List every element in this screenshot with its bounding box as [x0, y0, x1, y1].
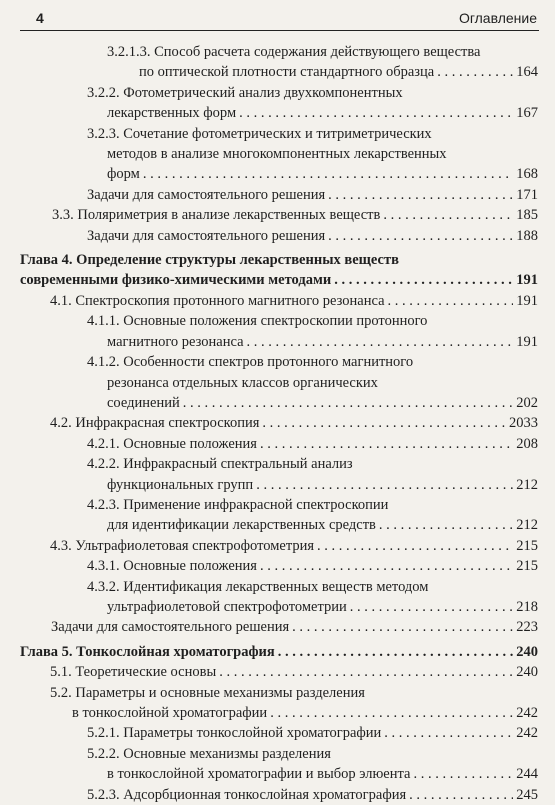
- toc-entry-line: 3.2.2. Фотометрический анализ двухкомпонентных: [87, 84, 403, 101]
- dot-leader: [350, 597, 514, 617]
- toc-entry-title: в тонкослойной хроматографии и выбор элюента: [107, 766, 411, 783]
- toc-entry-line: резонанса отдельных классов органических: [107, 374, 378, 391]
- toc-entry: [0, 785, 555, 805]
- toc-page-number: 191: [516, 272, 538, 289]
- toc-chapter: [0, 642, 555, 662]
- toc-entry-title: форм: [107, 166, 140, 183]
- toc-entry-title: 5.2.3. Адсорбционная тонкослойная хроматография: [87, 786, 407, 803]
- toc-entry-title: Задачи для самостоятельного решения: [87, 186, 326, 203]
- toc-entry-line: 3.2.3. Сочетание фотометрических и титриметрических: [87, 125, 432, 142]
- toc-entry-title: функциональных групп: [107, 476, 254, 493]
- dot-leader: [437, 62, 513, 82]
- dot-leader: [384, 723, 513, 743]
- toc-entry-line: 4.1.2. Особенности спектров протонного магнитного: [87, 354, 414, 371]
- toc-entry: [0, 226, 555, 246]
- toc-entry: [0, 205, 555, 225]
- toc-page-number: 218: [516, 598, 538, 615]
- toc-entry: [0, 413, 555, 433]
- dot-leader: [270, 703, 513, 723]
- toc-page-number: 168: [516, 166, 538, 183]
- toc-page-number: 171: [516, 186, 538, 203]
- toc-entry-title: 4.3.1. Основные положения: [87, 558, 257, 575]
- dot-leader: [183, 393, 514, 413]
- dot-leader: [334, 270, 513, 290]
- running-header: [20, 8, 539, 31]
- toc-entry: [0, 723, 555, 743]
- toc-entry-title: в тонкослойной хроматографии: [72, 705, 268, 721]
- toc-entry-title: 4.2. Инфракрасная спектроскопия: [50, 415, 260, 432]
- toc-page-number: 215: [516, 537, 538, 554]
- toc-page-number: 212: [516, 517, 538, 534]
- toc-entry-title: магнитного резонанса: [107, 333, 244, 350]
- page-number: 4: [36, 10, 44, 26]
- toc-entry-line: 4.2.2. Инфракрасный спектральный анализ: [87, 456, 353, 473]
- dot-leader: [409, 785, 513, 805]
- toc-entry-line: 5.2.2. Основные механизмы разделения: [87, 745, 331, 762]
- toc-entry: [0, 291, 555, 311]
- dot-leader: [317, 536, 513, 556]
- toc-entry-title: 5.2.1. Параметры тонкослойной хроматографии: [87, 725, 382, 742]
- toc-page-number: 240: [516, 664, 538, 681]
- toc-entry: [0, 577, 555, 618]
- toc-page-number: 242: [516, 705, 538, 721]
- toc-page-number: 167: [516, 105, 538, 122]
- toc-page-number: 191: [516, 292, 538, 309]
- toc-chapter: [0, 250, 555, 291]
- toc-entry-title: современными физико-химическими методами: [20, 272, 332, 289]
- dot-leader: [260, 434, 513, 454]
- toc-entry-line: 3.2.1.3. Способ расчета содержания действующего вещества: [107, 44, 481, 60]
- dot-leader: [388, 291, 514, 311]
- toc-entry: [0, 454, 555, 495]
- toc-entry: [0, 311, 555, 352]
- toc-entry: [0, 352, 555, 413]
- toc-entry-title: Глава 5. Тонкослойная хроматография: [20, 643, 275, 660]
- toc-entry: [0, 495, 555, 536]
- dot-leader: [239, 103, 513, 123]
- dot-leader: [143, 164, 513, 184]
- toc-page-number: 212: [516, 476, 538, 493]
- dot-leader: [383, 205, 513, 225]
- toc-entry: [0, 83, 555, 124]
- toc-entry: [0, 124, 555, 185]
- dot-leader: [328, 226, 513, 246]
- toc-entry-title: для идентификации лекарственных средств: [107, 517, 376, 534]
- toc-entry-title: соединений: [107, 394, 180, 411]
- toc-page-number: 208: [516, 435, 538, 452]
- table-of-contents: [0, 42, 555, 805]
- toc-entry-line: 4.1.1. Основные положения спектроскопии протонного: [87, 313, 428, 330]
- toc-page-number: 188: [516, 227, 538, 244]
- toc-page-number: 242: [516, 725, 538, 742]
- toc-entry-title: лекарственных форм: [107, 105, 237, 122]
- toc-page-number: 215: [516, 558, 538, 575]
- toc-entry-title: Задачи для самостоятельного решения: [51, 619, 290, 636]
- toc-page-number: 164: [516, 64, 538, 81]
- toc-entry-line: методов в анализе многокомпонентных лекарственных: [107, 146, 447, 163]
- dot-leader: [413, 764, 513, 784]
- toc-entry: [0, 683, 555, 724]
- dot-leader: [256, 475, 513, 495]
- dot-leader: [379, 515, 513, 535]
- toc-entry-title: 4.3. Ультрафиолетовая спектрофотометрия: [50, 537, 315, 554]
- toc-page-number: 202: [516, 394, 538, 411]
- dot-leader: [260, 556, 513, 576]
- toc-entry: [0, 556, 555, 576]
- dot-leader: [219, 662, 513, 682]
- dot-leader: [292, 617, 513, 637]
- dot-leader: [247, 332, 514, 352]
- toc-page-number: 223: [516, 619, 538, 636]
- toc-entry-title: ультрафиолетовой спектрофотометрии: [107, 598, 347, 615]
- toc-entry-line: 4.2.3. Применение инфракрасной спектроскопии: [87, 496, 389, 513]
- toc-entry-line: 5.2. Параметры и основные механизмы разделения: [50, 684, 365, 701]
- toc-entry-title: 3.3. Поляриметрия в анализе лекарственных веществ: [52, 207, 381, 224]
- dot-leader: [328, 185, 513, 205]
- dot-leader: [262, 413, 506, 433]
- toc-entry: [0, 536, 555, 556]
- toc-page-number: 2033: [509, 415, 538, 432]
- toc-page-number: 191: [516, 333, 538, 350]
- toc-entry: [0, 617, 555, 637]
- toc-entry: [0, 434, 555, 454]
- toc-page-number: 240: [516, 643, 538, 660]
- toc-entry-line: 4.3.2. Идентификация лекарственных веществ методом: [87, 578, 429, 595]
- toc-entry: [0, 42, 555, 83]
- dot-leader: [278, 642, 514, 662]
- toc-entry-line: Глава 4. Определение структуры лекарственных веществ: [20, 252, 399, 269]
- toc-page-number: 244: [516, 766, 538, 783]
- toc-entry: [0, 662, 555, 682]
- toc-entry-title: Задачи для самостоятельного решения: [87, 227, 326, 244]
- toc-entry: [0, 744, 555, 785]
- toc-page-number: 245: [516, 786, 538, 803]
- running-title: Оглавление: [458, 10, 537, 26]
- toc-entry-title: по оптической плотности стандартного образца: [139, 64, 435, 81]
- toc-entry-title: 4.1. Спектроскопия протонного магнитного резонанса: [50, 292, 385, 309]
- toc-entry: [0, 185, 555, 205]
- toc-page-number: 185: [516, 207, 538, 224]
- toc-entry-title: 5.1. Теоретические основы: [50, 664, 217, 681]
- toc-entry-title: 4.2.1. Основные положения: [87, 435, 257, 452]
